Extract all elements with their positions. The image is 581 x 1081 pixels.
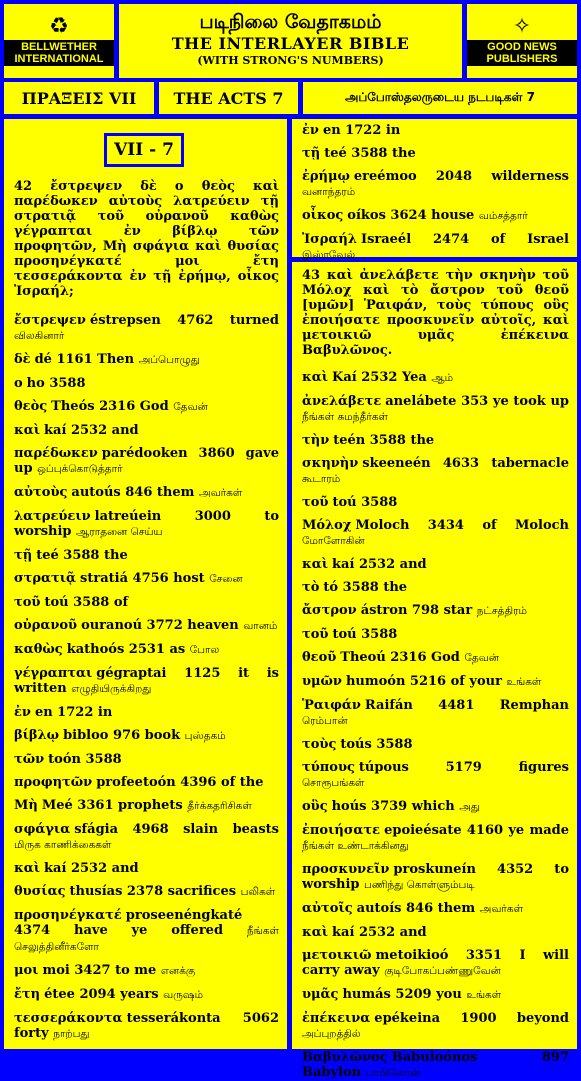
tamil-gloss: ஆம் (431, 372, 454, 384)
transliteration: hoús 3739 which (331, 799, 455, 814)
word-entry (14, 775, 279, 790)
transliteration: Meé 3361 prophets (41, 798, 183, 813)
transliteration: Theoú 2316 God (340, 650, 460, 665)
greek-word: αὐτοὺς (14, 485, 68, 500)
tamil-gloss: பலிகள் (240, 886, 276, 898)
tamil-gloss: அது (459, 801, 480, 813)
tamil-gloss: தேவன் (173, 401, 208, 413)
word-entry (14, 798, 279, 814)
greek-word: τοῦ (302, 627, 329, 642)
transliteration: toón 3588 (48, 752, 122, 767)
tamil-gloss: மோளோகின் (302, 535, 365, 547)
word-entry (302, 1011, 569, 1042)
word-entry (14, 423, 279, 438)
greek-word: οὓς (302, 799, 328, 814)
tamil-gloss: எனக்கு (160, 965, 196, 977)
word-entry (302, 518, 569, 549)
left-logo-text: BELLWETHER INTERNATIONAL (4, 40, 114, 66)
transliteration: ho 3588 (26, 376, 86, 391)
greek-word: θυσίας (14, 884, 66, 899)
word-entry (302, 674, 569, 690)
transliteration: teé 3588 the (36, 548, 128, 563)
tamil-gloss: வானம் (243, 620, 278, 632)
greek-word: ἔστρεψεν (14, 313, 86, 328)
word-entry (14, 376, 279, 391)
transliteration: Moloch 3434 of Moloch (355, 518, 569, 533)
transliteration: ereémoo 2048 wilderness (353, 169, 569, 184)
word-entry (14, 705, 279, 720)
tamil-gloss: சொரூபங்கள் (302, 777, 365, 789)
greek-word: Μὴ (14, 798, 38, 813)
word-entry (302, 627, 569, 642)
transliteration: stratiá 4756 host (80, 571, 205, 586)
word-entry (14, 1011, 279, 1042)
tamil-gloss: விலகினார் (14, 330, 65, 342)
word-entry (302, 901, 569, 917)
greek-word: μοι (14, 963, 39, 978)
word-entry (302, 557, 569, 572)
word-entry (302, 394, 569, 425)
word-entry (302, 169, 569, 200)
greek-word: τύπους (302, 760, 355, 775)
tamil-gloss: மிருக காணிக்கைகள் (14, 839, 112, 851)
word-entry (302, 650, 569, 666)
greek-word: τὴν (302, 433, 330, 448)
transliteration: epoieésate 4160 ye made (384, 823, 569, 838)
transliteration: Israeél 2474 of Israel (360, 232, 569, 247)
transliteration: kaí 2532 and (44, 423, 139, 438)
transliteration: éstrepsen 4762 turned (89, 313, 279, 328)
transliteration: Raifán 4481 Remphan (364, 698, 569, 713)
bell-icon: ♻ (49, 14, 69, 39)
tamil-gloss: நீங்கள் செலுத்தினீர்களோ (14, 925, 280, 953)
transliteration: anelábete 353 ye took up (385, 394, 569, 409)
transliteration: autoís 846 them (356, 901, 476, 916)
greek-word: τῶν (14, 752, 45, 767)
greek-word: τῇ (302, 146, 321, 161)
transliteration: dé 1161 Then (34, 352, 135, 367)
transliteration: profeetoón 4396 of the (96, 775, 264, 790)
greek-word: βίβλῳ (14, 728, 60, 743)
transliteration: toú 3588 (332, 495, 398, 510)
word-entry (302, 948, 569, 979)
tamil-gloss: தீர்க்கதரிசிகள் (187, 800, 252, 812)
greek-word: Ἰσραήλ (302, 232, 357, 247)
greek-word: οὐρανοῦ (14, 618, 78, 633)
verse-42-text: 42 ἔστρεψεν δὲ ο θεὸς καὶ παρέδωκεν αὐτοὺς λατρεύειν τῇ στρατιᾷ τοῦ οὐρανοῦ καθὼς γέγραπται ἐν βίβλῳ τῶν προφητῶν, Μὴ σφάγια καὶ θυσίας προσηνέγκατέ μοι ἔτη τεσσεράκοντα ἐν τῇ ἐρήμῳ, οἶκος Ἰσραήλ; (14, 179, 279, 299)
word-entry (302, 456, 569, 487)
word-entry (302, 603, 569, 619)
word-entry (302, 698, 569, 729)
transliteration: Kaí 2532 Yea (332, 370, 427, 385)
transliteration: kaí 2532 and (44, 861, 139, 876)
transliteration: toú 3588 of (44, 595, 129, 610)
greek-word: λατρεύειν (14, 509, 91, 524)
good-news-logo (467, 4, 577, 78)
trumpet-icon: ✧ (512, 14, 532, 39)
greek-word: δὲ (14, 352, 31, 367)
word-entry (302, 123, 569, 138)
transliteration: teén 3588 the (333, 433, 435, 448)
transliteration: metoikioó 3351 I will carry away (302, 948, 569, 978)
greek-word: υμᾶς (302, 987, 339, 1002)
word-entry (14, 352, 279, 368)
transliteration: humoón 5216 of your (345, 674, 502, 689)
greek-word: ἔτη (14, 987, 41, 1002)
transliteration: humás 5209 you (342, 987, 462, 1002)
word-entry (14, 571, 279, 587)
transliteration: kaí 2532 and (332, 925, 427, 940)
word-entry (302, 1050, 569, 1081)
word-entry (14, 313, 279, 344)
greek-word: τὸ (302, 580, 320, 595)
verse-43-text: 43 καὶ ἀνελάβετε τὴν σκηνὴν τοῦ Μόλοχ καὶ τὸ ἄστρον τοῦ θεοῦ [υμῶν] Ῥαιφάν, τοὺς τύπους οὓς ἐποιήσατε προσκυνεῖν αὐτοῖς, καὶ μετοικιῶ υμᾶς ἐπέκεινα Βαβυλῶνος. (302, 268, 569, 358)
transliteration: parédooken 3860 gave up (14, 446, 279, 476)
transliteration: tó 3588 the (323, 580, 408, 595)
transliteration: kathoós 2531 as (66, 642, 186, 657)
tamil-gloss: உங்கள் (466, 989, 502, 1001)
greek-word: τοῦ (302, 495, 329, 510)
greek-word: προσκυνεῖν (302, 862, 390, 877)
greek-word: καὶ (14, 423, 41, 438)
greek-word: θεὸς (14, 399, 48, 414)
greek-word: ἐπέκεινα (302, 1011, 371, 1026)
word-entry (14, 822, 279, 853)
greek-word: ἀνελάβετε (302, 394, 382, 409)
tamil-gloss: அவர்கள் (198, 487, 243, 499)
word-entry (14, 987, 279, 1003)
greek-word: ἐν (302, 123, 319, 138)
greek-word: Βαβυλῶνος (302, 1050, 388, 1065)
bellwether-logo (4, 4, 114, 78)
transliteration: bibloo 976 book (63, 728, 181, 743)
word-entry (302, 823, 569, 854)
word-entry (14, 884, 279, 900)
word-entry (14, 642, 279, 658)
tamil-gloss: எழுதியிருக்கிறது (71, 683, 152, 695)
word-entry (14, 446, 279, 477)
tamil-gloss: நாற்பது (53, 1028, 90, 1040)
word-entry (302, 146, 569, 161)
tamil-gloss: இஸ்ரவேல் (302, 249, 356, 261)
greek-word: ο (14, 376, 23, 391)
word-entry (302, 580, 569, 595)
word-entry (14, 908, 279, 955)
greek-word: οἶκος (302, 208, 344, 223)
word-entry (14, 399, 279, 415)
word-entry (14, 595, 279, 610)
greek-word: καθὼς (14, 642, 63, 657)
left-column (4, 119, 287, 1049)
word-entry (302, 232, 569, 263)
transliteration: toú 3588 (332, 627, 398, 642)
word-entry (302, 370, 569, 386)
greek-word: υμῶν (302, 674, 342, 689)
transliteration: ouranoú 3772 heaven (81, 618, 239, 633)
bar-tamil: அப்போஸ்தலருடைய நடபடிகள் 7 (303, 82, 577, 114)
word-entry (302, 208, 569, 224)
greek-word: ἄστρον (302, 603, 357, 618)
transliteration: en 1722 in (34, 705, 113, 720)
transliteration: thusías 2378 sacrifices (69, 884, 237, 899)
word-entry (302, 737, 569, 752)
transliteration: proskuneín 4352 to worship (302, 862, 569, 892)
right-logo-text: GOOD NEWS PUBLISHERS (467, 40, 577, 66)
word-entry (302, 760, 569, 791)
right-bottom-column (292, 262, 577, 1080)
chapter-label: VII - 7 (104, 133, 184, 167)
word-entry (14, 861, 279, 876)
word-entry (302, 495, 569, 510)
greek-word: Ῥαιφάν (302, 698, 361, 713)
transliteration: gégraptai 1125 it is written (14, 666, 279, 696)
greek-word: ἐρήμῳ (302, 169, 350, 184)
greek-word: αὐτοῖς (302, 901, 353, 916)
bar-greek: ΠΡΑΞΕΙΣ VII (4, 82, 154, 114)
greek-word: θεοῦ (302, 650, 337, 665)
tamil-gloss: வனாந்தரம் (302, 186, 356, 198)
greek-word: καὶ (14, 861, 41, 876)
transliteration: kaí 2532 and (332, 557, 427, 572)
transliteration: proseenéngkaté 4374 have ye offered (14, 908, 243, 938)
transliteration: Theós 2316 God (51, 399, 169, 414)
word-entry (14, 666, 279, 697)
tamil-gloss: பாபிலோன் (365, 1067, 421, 1079)
tamil-gloss: பணிந்து கொள்ளும்படி (364, 879, 475, 891)
word-entry (14, 485, 279, 501)
greek-word: Μόλοχ (302, 518, 352, 533)
greek-word: προσηνέγκατέ (14, 908, 122, 923)
transliteration: Babuloónos 897 Babylon (302, 1050, 569, 1080)
word-entry (14, 548, 279, 563)
tamil-gloss: உங்கள் (506, 676, 542, 688)
greek-word: μετοικιῶ (302, 948, 372, 963)
tamil-gloss: போல (189, 644, 220, 656)
title-tamil: படிநிலை வேதாகமம் (199, 11, 382, 33)
tamil-gloss: தேவன் (464, 652, 499, 664)
tamil-gloss: அப்புறத்தில் (302, 1028, 361, 1040)
transliteration: étee 2094 years (44, 987, 159, 1002)
transliteration: moi 3427 to me (42, 963, 157, 978)
tamil-gloss: கூடாரம் (302, 473, 341, 485)
left-entry-list (14, 313, 279, 1042)
greek-word: ἐποιήσατε (302, 823, 381, 838)
transliteration: en 1722 in (322, 123, 401, 138)
greek-word: τοὺς (302, 737, 337, 752)
transliteration: epékeina 1900 beyond (374, 1011, 569, 1026)
tamil-gloss: நீங்கள் சுமந்தீர்கள் (302, 411, 389, 423)
word-entry (302, 925, 569, 940)
greek-word: καὶ (302, 925, 329, 940)
word-entry (14, 963, 279, 979)
transliteration: teé 3588 the (324, 146, 416, 161)
word-entry (14, 752, 279, 767)
word-entry (14, 509, 279, 540)
greek-word: τεσσεράκοντα (14, 1011, 123, 1026)
transliteration: latreúein 3000 to worship (14, 509, 279, 539)
greek-word: καὶ (302, 557, 329, 572)
word-entry (302, 862, 569, 893)
greek-word: τοῦ (14, 595, 41, 610)
tamil-gloss: அப்பொழுது (138, 354, 200, 366)
transliteration: autoús 846 them (71, 485, 195, 500)
greek-word: γέγραπται (14, 666, 93, 681)
greek-word: στρατιᾷ (14, 571, 77, 586)
transliteration: sfágia 4968 slain beasts (74, 822, 279, 837)
right-top-entry-list (302, 123, 569, 263)
tamil-gloss: அவர்கள் (479, 903, 524, 915)
right-top-column (292, 119, 577, 261)
greek-word: τῇ (14, 548, 33, 563)
greek-word: ἐν (14, 705, 31, 720)
tamil-gloss: புஸ்தகம் (184, 730, 226, 742)
transliteration: túpous 5179 figures (358, 760, 569, 775)
tamil-gloss: ஒப்புக்கொடுத்தார் (37, 463, 123, 475)
transliteration: skeeneén 4633 tabernacle (362, 456, 569, 471)
greek-word: σφάγια (14, 822, 71, 837)
tamil-gloss: வருஷம் (163, 989, 204, 1001)
tamil-gloss: வம்சத்தார் (478, 210, 528, 222)
bar-english: THE ACTS 7 (159, 82, 298, 114)
transliteration: tesserákonta 5062 forty (14, 1011, 279, 1041)
greek-word: παρέδωκεν (14, 446, 98, 461)
tamil-gloss: சேனை (209, 573, 243, 585)
transliteration: ástron 798 star (360, 603, 473, 618)
transliteration: toús 3588 (340, 737, 413, 752)
greek-word: καὶ (302, 370, 329, 385)
tamil-gloss: நட்சத்திரம் (476, 605, 527, 617)
word-entry (14, 728, 279, 744)
word-entry (302, 433, 569, 448)
word-entry (302, 987, 569, 1003)
page-subtitle: (WITH STRONG'S NUMBERS) (197, 54, 384, 67)
tamil-gloss: நீங்கள் உண்டாக்கினது (302, 840, 409, 852)
greek-word: προφητῶν (14, 775, 93, 790)
page-header (119, 4, 462, 78)
word-entry (14, 618, 279, 634)
tamil-gloss: ரெம்பான் (302, 715, 348, 727)
transliteration: oíkos 3624 house (347, 208, 475, 223)
right-bottom-entry-list (302, 370, 569, 1081)
tamil-gloss: ஆராதனை செய்ய (76, 526, 163, 538)
tamil-gloss: குடிபோகப்பண்ணுவேன் (384, 965, 501, 977)
page-title: THE INTERLAYER BIBLE (171, 34, 410, 53)
greek-word: σκηνὴν (302, 456, 359, 471)
word-entry (302, 799, 569, 815)
